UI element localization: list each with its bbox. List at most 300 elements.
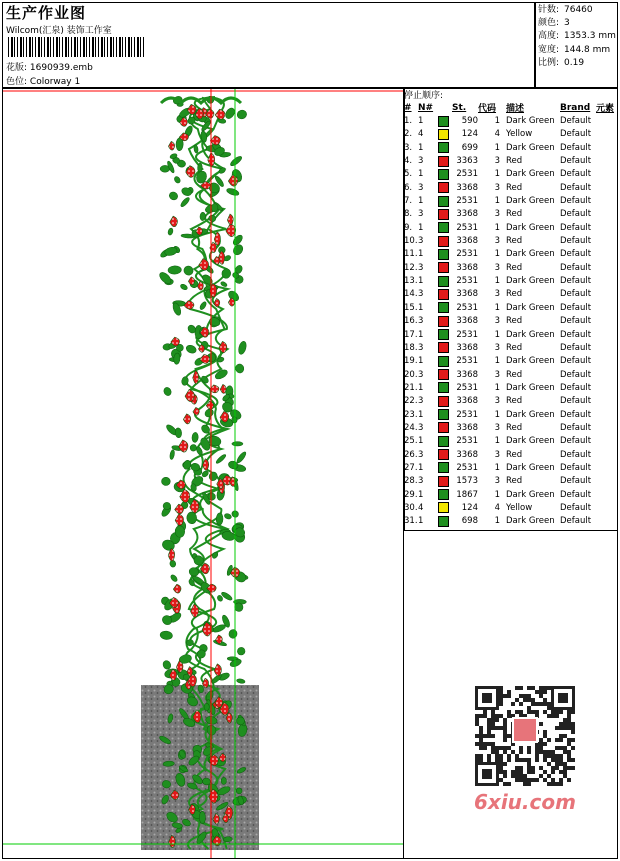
needle-number: 3 — [418, 476, 424, 487]
design-scale: 0.19 — [564, 57, 585, 68]
color-swatch — [438, 488, 452, 501]
color-description: Dark Green — [506, 249, 555, 260]
leaf — [236, 109, 248, 120]
needle-number: 1 — [418, 276, 424, 287]
element — [596, 301, 618, 314]
color-description: Red — [506, 209, 523, 220]
color-code: 1 — [494, 276, 500, 287]
needle-number: 1 — [418, 436, 424, 447]
element — [596, 248, 618, 261]
color-swatch — [438, 261, 452, 274]
color-swatch — [438, 395, 452, 408]
table-row — [404, 475, 618, 488]
color-code: 3 — [494, 182, 500, 193]
red-fruit — [214, 299, 220, 307]
color-description: Dark Green — [506, 276, 555, 287]
color-swatch — [438, 448, 452, 461]
needle-number: 1 — [418, 302, 424, 313]
row-number: 15. — [404, 302, 418, 313]
thread-brand: Default — [560, 302, 592, 313]
color-description: Dark Green — [506, 302, 555, 313]
leaf — [211, 204, 218, 212]
red-fruit — [197, 281, 203, 290]
table-row — [404, 448, 618, 461]
stitch-count: 2531 — [456, 222, 478, 233]
thread-brand: Default — [560, 129, 592, 140]
color-swatch — [438, 435, 452, 448]
leaf — [182, 264, 195, 277]
stitch-count: 1867 — [456, 489, 478, 500]
row-number: 9. — [404, 222, 413, 233]
color-swatch — [438, 208, 452, 221]
leaf — [169, 449, 175, 460]
qr-finder — [482, 769, 492, 779]
leaf — [179, 283, 188, 291]
stitch-count: 3368 — [456, 262, 478, 273]
table-row — [404, 128, 618, 141]
color-code: 3 — [494, 449, 500, 460]
needle-number: 3 — [418, 182, 424, 193]
stitch-count: 590 — [461, 116, 478, 127]
table-row — [404, 114, 618, 127]
color-code: 4 — [494, 502, 500, 513]
color-code: 1 — [494, 142, 500, 153]
stitch-count: 2531 — [456, 249, 478, 260]
table-row — [404, 421, 618, 434]
color-swatch-box — [438, 236, 449, 247]
red-fruit — [173, 584, 181, 593]
color-swatch — [438, 408, 452, 421]
stitch-count: 2531 — [456, 276, 478, 287]
element — [596, 234, 618, 247]
thread-brand: Default — [560, 142, 592, 153]
leaf — [229, 155, 243, 168]
stitch-count: 2531 — [456, 302, 478, 313]
table-row — [404, 501, 618, 514]
needle-number: 1 — [418, 516, 424, 527]
barcode — [8, 37, 144, 57]
color-code: 3 — [494, 476, 500, 487]
color-description: Red — [506, 396, 523, 407]
leaf — [199, 811, 205, 824]
needle-number: 1 — [418, 356, 424, 367]
color-swatch-box — [438, 342, 449, 353]
color-swatch — [438, 381, 452, 394]
element — [596, 261, 618, 274]
color-swatch-box — [438, 156, 449, 167]
needle-number: 1 — [418, 329, 424, 340]
red-seal — [513, 718, 537, 742]
element — [596, 208, 618, 221]
color-description: Red — [506, 236, 523, 247]
scale-row: 比例: 0.19 — [538, 57, 585, 68]
color-code: 1 — [494, 222, 500, 233]
row-number: 6. — [404, 182, 413, 193]
leaf — [208, 471, 219, 482]
color-swatch — [438, 141, 452, 154]
leaf — [200, 212, 206, 221]
needle-number: 3 — [418, 396, 424, 407]
needle-number: 1 — [418, 142, 424, 153]
element — [596, 381, 618, 394]
color-swatch-box — [438, 129, 449, 140]
table-row — [404, 368, 618, 381]
stitch-count: 3368 — [456, 236, 478, 247]
thread-brand: Default — [560, 249, 592, 260]
color-swatch-box — [438, 262, 449, 273]
element — [596, 141, 618, 154]
color-code: 4 — [494, 129, 500, 140]
leaf — [228, 629, 238, 639]
element — [596, 488, 618, 501]
element — [596, 355, 618, 368]
needle-number: 3 — [418, 236, 424, 247]
table-row — [404, 341, 618, 354]
row-number: 19. — [404, 356, 418, 367]
sequence-title: 停止顺序: — [404, 91, 444, 101]
stitch-count: 3363 — [456, 156, 478, 167]
color-swatch — [438, 515, 452, 528]
color-swatch-box — [438, 422, 449, 433]
red-fruit — [215, 109, 225, 119]
row-number: 31. — [404, 516, 418, 527]
color-swatch — [438, 341, 452, 354]
color-swatch — [438, 288, 452, 301]
color-code: 1 — [494, 116, 500, 127]
watermark-text: 6xiu.com — [474, 790, 576, 814]
color-swatch-box — [438, 369, 449, 380]
color-code: 1 — [494, 409, 500, 420]
color-swatch — [438, 128, 452, 141]
color-code: 3 — [494, 369, 500, 380]
row-number: 10. — [404, 236, 418, 247]
thread-brand: Default — [560, 156, 592, 167]
colorway: Colorway 1 — [29, 77, 81, 87]
leaf — [215, 453, 227, 464]
design-file-label: 花版: — [6, 63, 28, 73]
color-swatch-box — [438, 436, 449, 447]
red-fruit — [170, 216, 178, 227]
red-fruit — [175, 514, 183, 526]
leaf — [204, 703, 209, 710]
table-row — [404, 274, 618, 287]
color-description: Red — [506, 156, 523, 167]
color-swatch-box — [438, 449, 449, 460]
thread-brand: Default — [560, 262, 592, 273]
element — [596, 181, 618, 194]
color-swatch-box — [438, 409, 449, 420]
needle-number: 3 — [418, 316, 424, 327]
color-code: 1 — [494, 329, 500, 340]
colorway-label: 色位: — [6, 77, 28, 87]
design-stats — [538, 4, 616, 70]
thread-brand: Default — [560, 316, 592, 327]
table-row — [404, 488, 618, 501]
leaf — [232, 442, 243, 446]
color-code: 3 — [494, 236, 500, 247]
stitch-count: 124 — [461, 502, 478, 513]
table-row — [404, 248, 618, 261]
color-swatch-box — [438, 182, 449, 193]
color-code: 1 — [494, 382, 500, 393]
color-code: 3 — [494, 396, 500, 407]
leaf — [175, 427, 182, 438]
color-count: 3 — [564, 18, 570, 29]
leaf — [167, 228, 173, 236]
element — [596, 341, 618, 354]
table-row — [404, 288, 618, 301]
color-description: Dark Green — [506, 489, 555, 500]
color-code: 1 — [494, 489, 500, 500]
color-code: 1 — [494, 516, 500, 527]
needle-number: 1 — [418, 409, 424, 420]
color-code: 1 — [494, 436, 500, 447]
color-description: Dark Green — [506, 409, 555, 420]
stitch-count: 1573 — [456, 476, 478, 487]
needle-number: 3 — [418, 422, 424, 433]
color-swatch-box — [438, 396, 449, 407]
color-swatch-box — [438, 476, 449, 487]
table-row — [404, 168, 618, 181]
row-number: 25. — [404, 436, 418, 447]
needle-number: 3 — [418, 449, 424, 460]
table-row — [404, 194, 618, 207]
thread-brand: Default — [560, 516, 592, 527]
stitch-count: 3368 — [456, 342, 478, 353]
leaf — [226, 187, 240, 197]
row-number: 16. — [404, 316, 418, 327]
width-row: 宽度: 144.8 mm — [538, 44, 611, 55]
element — [596, 274, 618, 287]
leaf — [193, 145, 198, 154]
table-row — [404, 435, 618, 448]
element — [596, 194, 618, 207]
leaf — [199, 301, 208, 311]
row-number: 23. — [404, 409, 418, 420]
design-file: 1690939.emb — [29, 63, 93, 73]
table-row — [404, 208, 618, 221]
color-description: Dark Green — [506, 516, 555, 527]
row-number: 13. — [404, 276, 418, 287]
red-fruit — [214, 664, 221, 676]
thread-brand: Default — [560, 396, 592, 407]
leaf — [223, 836, 232, 841]
color-description: Dark Green — [506, 196, 555, 207]
leaf — [237, 340, 247, 355]
leaf — [208, 214, 217, 222]
element — [596, 461, 618, 474]
red-fruit — [183, 414, 190, 424]
color-description: Dark Green — [506, 382, 555, 393]
row-number: 18. — [404, 342, 418, 353]
needle-number: 1 — [418, 249, 424, 260]
leaf — [216, 513, 223, 525]
height-row: 高度: 1353.3 mm — [538, 31, 616, 42]
color-swatch — [438, 475, 452, 488]
stitch-count: 2531 — [456, 382, 478, 393]
color-code: 3 — [494, 156, 500, 167]
table-row — [404, 395, 618, 408]
leaf — [162, 386, 172, 397]
needle-number: 4 — [418, 502, 424, 513]
table-row — [404, 261, 618, 274]
row-number: 17. — [404, 329, 418, 340]
color-code: 3 — [494, 209, 500, 220]
needle-number: 3 — [418, 156, 424, 167]
row-number: 8. — [404, 209, 413, 220]
table-row — [404, 355, 618, 368]
table-row — [404, 181, 618, 194]
row-number: 7. — [404, 196, 413, 207]
stitch-count: 2531 — [456, 409, 478, 420]
thread-brand: Default — [560, 462, 592, 473]
color-description: Red — [506, 369, 523, 380]
table-row — [404, 408, 618, 421]
stitch-count: 3368 — [456, 396, 478, 407]
color-swatch-box — [438, 196, 449, 207]
stitch-count: 3368 — [456, 289, 478, 300]
color-description: Dark Green — [506, 462, 555, 473]
row-number: 27. — [404, 462, 418, 473]
color-swatch-box — [438, 516, 449, 527]
qr-finder — [558, 693, 568, 703]
color-swatch-box — [438, 209, 449, 220]
thread-brand: Default — [560, 436, 592, 447]
page-title: 生产作业图 — [6, 4, 87, 22]
stitch-count: 3368 — [456, 182, 478, 193]
row-number: 26. — [404, 449, 418, 460]
color-description: Dark Green — [506, 356, 555, 367]
color-swatch-box — [438, 462, 449, 473]
row-number: 12. — [404, 262, 418, 273]
stitch-count: 3368 — [456, 316, 478, 327]
element — [596, 435, 618, 448]
table-row — [404, 315, 618, 328]
color-swatch — [438, 368, 452, 381]
color-swatch — [438, 114, 452, 127]
element — [596, 315, 618, 328]
leaf — [180, 196, 191, 208]
thread-brand: Default — [560, 209, 592, 220]
stitch-count: 2531 — [456, 462, 478, 473]
table-row — [404, 301, 618, 314]
color-code: 1 — [494, 169, 500, 180]
leaf — [161, 477, 170, 486]
leaf — [185, 344, 197, 355]
table-row — [404, 154, 618, 167]
row-number: 4. — [404, 156, 413, 167]
needle-number: 3 — [418, 262, 424, 273]
color-description: Red — [506, 316, 523, 327]
table-header: # N# St. 代码 描述 Brand 元素 — [404, 102, 615, 115]
color-description: Red — [506, 182, 523, 193]
color-code: 3 — [494, 316, 500, 327]
stitch-count: 2531 — [456, 356, 478, 367]
leaf — [236, 646, 247, 657]
row-number: 1. — [404, 116, 413, 127]
leaf — [173, 175, 181, 184]
leaf — [224, 513, 232, 520]
row-number: 21. — [404, 382, 418, 393]
color-swatch-box — [438, 489, 449, 500]
color-description: Red — [506, 289, 523, 300]
stitch-count-row: 针数: 76460 — [538, 5, 593, 15]
color-code: 1 — [494, 462, 500, 473]
element — [596, 421, 618, 434]
leaf — [168, 266, 182, 275]
color-swatch — [438, 355, 452, 368]
color-description: Dark Green — [506, 142, 555, 153]
thread-brand: Default — [560, 116, 592, 127]
color-swatch — [438, 461, 452, 474]
thread-brand: Default — [560, 382, 592, 393]
design-file-row — [6, 60, 93, 73]
table-row — [404, 381, 618, 394]
color-description: Yellow — [506, 129, 533, 140]
color-swatch — [438, 168, 452, 181]
color-swatch — [438, 274, 452, 287]
leaf — [221, 777, 227, 784]
red-fruit — [185, 389, 194, 401]
element — [596, 501, 618, 514]
needle-number: 4 — [418, 129, 424, 140]
table-row — [404, 461, 618, 474]
thread-brand: Default — [560, 449, 592, 460]
color-swatch — [438, 181, 452, 194]
color-code: 3 — [494, 422, 500, 433]
row-number: 22. — [404, 396, 418, 407]
color-code: 1 — [494, 302, 500, 313]
thread-brand: Default — [560, 476, 592, 487]
leaf — [190, 444, 197, 451]
color-description: Dark Green — [506, 169, 555, 180]
row-number: 2. — [404, 129, 413, 140]
color-code: 3 — [494, 289, 500, 300]
design-width: 144.8 mm — [564, 44, 611, 55]
needle-number: 1 — [418, 196, 424, 207]
table-row — [404, 234, 618, 247]
color-swatch-box — [438, 142, 449, 153]
element — [596, 448, 618, 461]
color-swatch-box — [438, 302, 449, 313]
leaf — [170, 574, 179, 583]
needle-number: 1 — [418, 222, 424, 233]
embroidery-preview — [3, 89, 403, 858]
leaf — [235, 363, 245, 374]
stitch-count: 3368 — [456, 369, 478, 380]
needle-number: 3 — [418, 369, 424, 380]
red-fruit — [227, 214, 233, 225]
color-swatch-box — [438, 289, 449, 300]
row-number: 29. — [404, 489, 418, 500]
stitch-count: 2531 — [456, 436, 478, 447]
qr-finder — [482, 693, 492, 703]
element — [596, 408, 618, 421]
thread-brand: Default — [560, 276, 592, 287]
red-fruit — [188, 277, 194, 285]
color-swatch-box — [438, 329, 449, 340]
color-swatch — [438, 234, 452, 247]
element — [596, 154, 618, 167]
color-code: 1 — [494, 196, 500, 207]
red-fruit — [210, 136, 220, 146]
element — [596, 221, 618, 234]
color-swatch — [438, 194, 452, 207]
row-number: 28. — [404, 476, 418, 487]
leaf — [224, 106, 237, 120]
thread-brand: Default — [560, 222, 592, 233]
row-number: 3. — [404, 142, 413, 153]
